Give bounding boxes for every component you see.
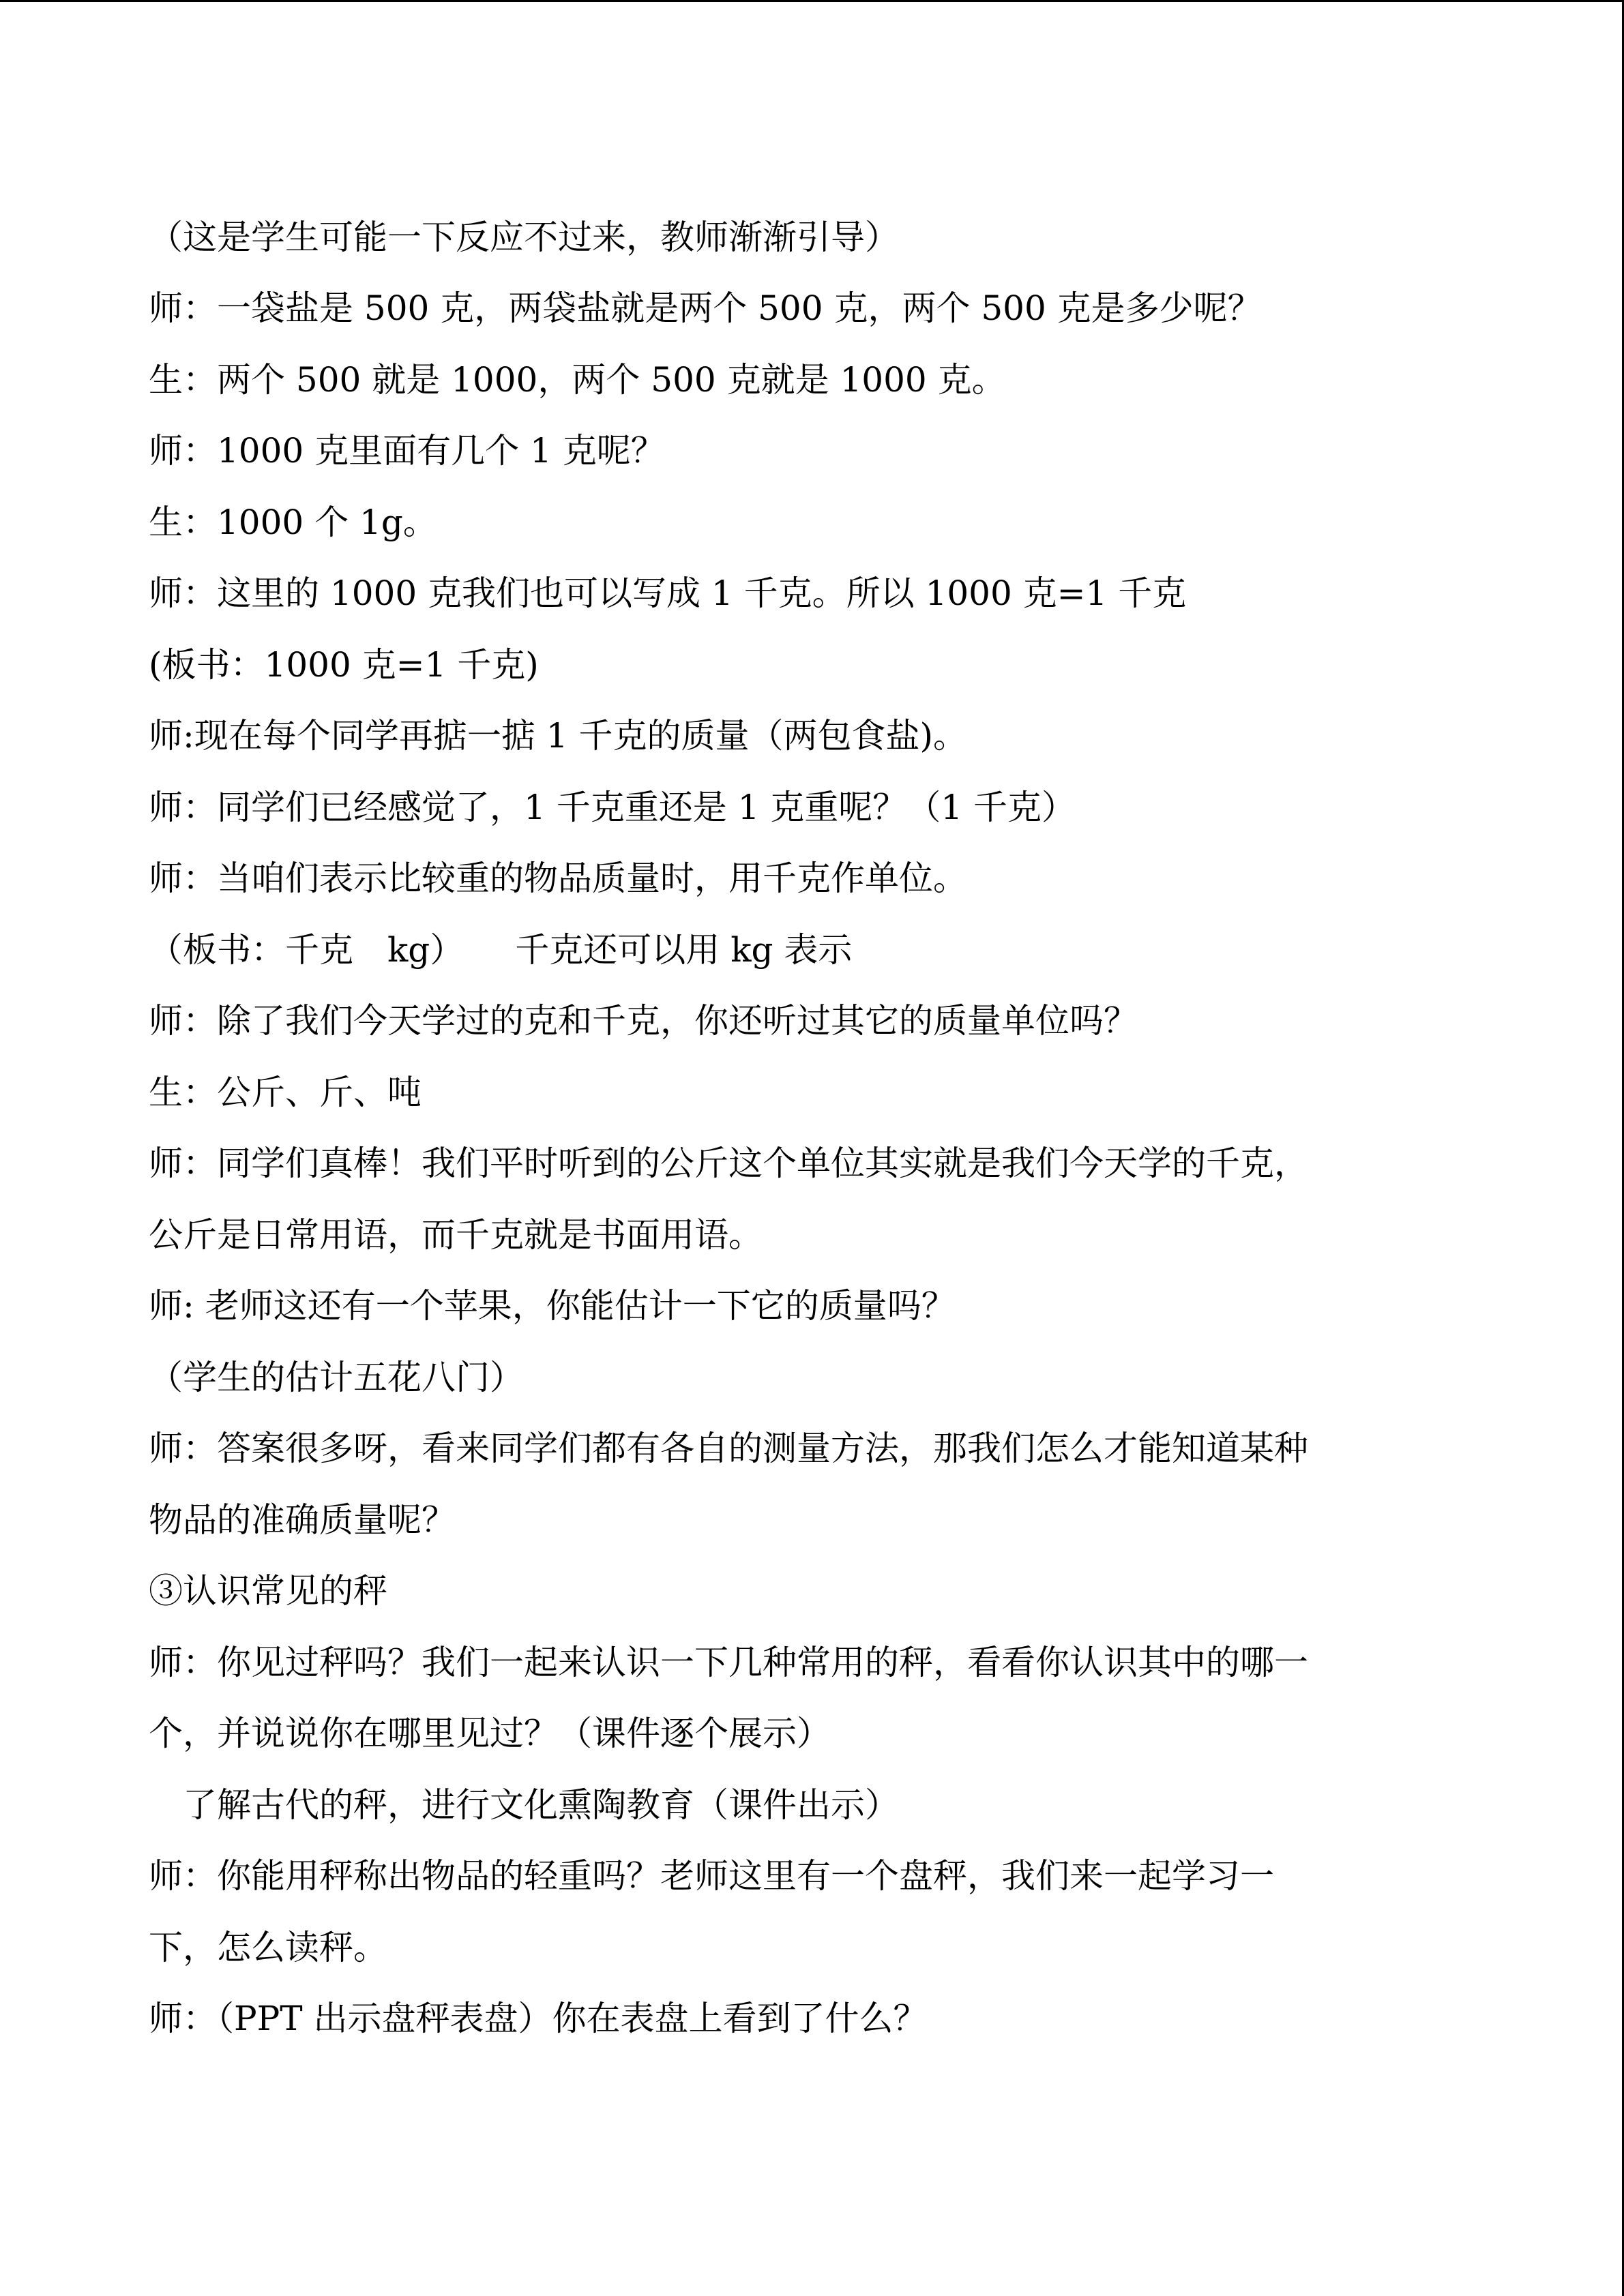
text-line: 师:现在每个同学再掂一掂 1 千克的质量（两包食盐)。 — [149, 716, 967, 756]
text-line: (板书：1000 克=1 千克) — [149, 645, 539, 685]
text-line: 生：公斤、斤、吨 — [149, 1073, 422, 1112]
text-line: 物品的准确质量呢？ — [149, 1500, 456, 1540]
text-line: 师：同学们已经感觉了，1 千克重还是 1 克重呢？（1 千克） — [149, 788, 1076, 827]
section-heading: ③认识常见的秤 — [149, 1571, 387, 1611]
text-line: 师：一袋盐是 500 克，两袋盐就是两个 500 克，两个 500 克是多少呢？ — [149, 288, 1262, 328]
text-line: 个，并说说你在哪里见过？（课件逐个展示） — [149, 1714, 831, 1753]
text-line: 师: 老师这还有一个苹果，你能估计一下它的质量吗？ — [149, 1286, 956, 1326]
text-line: 师：答案很多呀，看来同学们都有各自的测量方法，那我们怎么才能知道某种 — [149, 1429, 1308, 1468]
text-line: 师：同学们真棒！我们平时听到的公斤这个单位其实就是我们今天学的千克， — [149, 1144, 1308, 1183]
text-line: （学生的估计五花八门） — [149, 1358, 524, 1397]
text-line: 师：除了我们今天学过的克和千克，你还听过其它的质量单位吗？ — [149, 1001, 1138, 1041]
text-line: （板书：千克 kg） 千克还可以用 kg 表示 — [149, 930, 853, 970]
text-line: 师：（PPT 出示盘秤表盘）你在表盘上看到了什么？ — [149, 1999, 928, 2038]
text-line: 师：当咱们表示比较重的物品质量时，用千克作单位。 — [149, 859, 967, 898]
text-line: 师：你见过秤吗？我们一起来认识一下几种常用的秤，看看你认识其中的哪一 — [149, 1643, 1308, 1682]
text-line: 师：1000 克里面有几个 1 克呢？ — [149, 431, 665, 471]
text-line: 下，怎么读秤。 — [149, 1928, 387, 1967]
text-line: 师：这里的 1000 克我们也可以写成 1 千克。所以 1000 克=1 千克 — [149, 573, 1187, 613]
text-line: （这是学生可能一下反应不过来，教师渐渐引导） — [149, 218, 899, 257]
text-line: 公斤是日常用语，而千克就是书面用语。 — [149, 1215, 763, 1255]
page-top-border — [0, 0, 1624, 2]
text-line: 师：你能用秤称出物品的轻重吗？老师这里有一个盘秤，我们来一起学习一 — [149, 1856, 1274, 1896]
text-line: 了解古代的秤，进行文化熏陶教育（课件出示） — [149, 1785, 899, 1825]
text-line: 生：两个 500 就是 1000，两个 500 克就是 1000 克。 — [149, 360, 1006, 400]
text-line: 生：1000 个 1g。 — [149, 503, 437, 542]
